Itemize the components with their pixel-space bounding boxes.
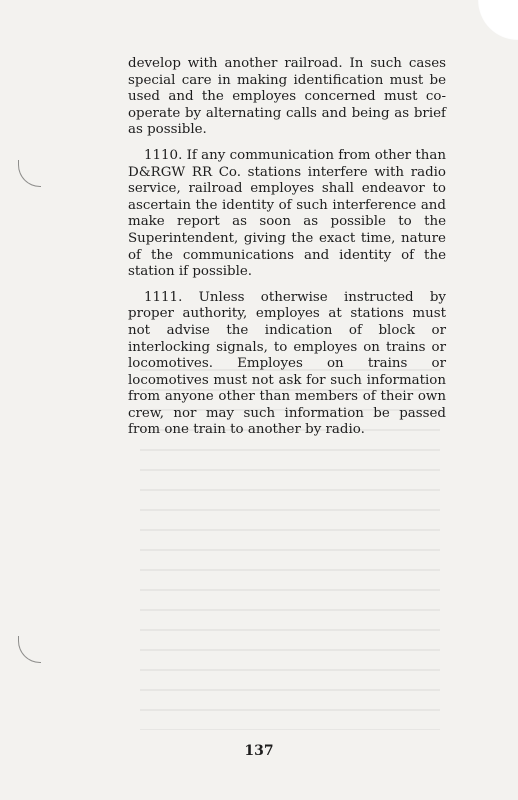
binder-hole-top — [18, 160, 41, 187]
rounded-page-corner — [478, 0, 518, 40]
paragraph-rule-1111: 1111. Unless otherwise instructed by proper authority, employes at stations must not advise the indication of block or interlocking signals, to employes on trains or locomotives. Employes on trains or locomotives must not ask for such information from anyone other than members of their own crew, nor may such information be passed from one train to another by radio. — [128, 289, 446, 438]
binder-hole-bottom — [18, 636, 41, 663]
page-number: 137 — [244, 743, 274, 759]
paragraph-continuation: develop with another railroad. In such cases special care in making identification must be used and the employes concerned must co-operate by alternating calls and being as brief as possible. — [128, 56, 446, 138]
body-text — [128, 56, 446, 448]
paragraph-rule-1110: 1110. If any communication from other than D&RGW RR Co. stations interfere with radio service, railroad employes shall endeavor to ascertain the identity of such interference and make report as soon as possible to the Superintendent, giving the exact time, nature of the communications and identity of the station if possible. — [128, 147, 446, 280]
